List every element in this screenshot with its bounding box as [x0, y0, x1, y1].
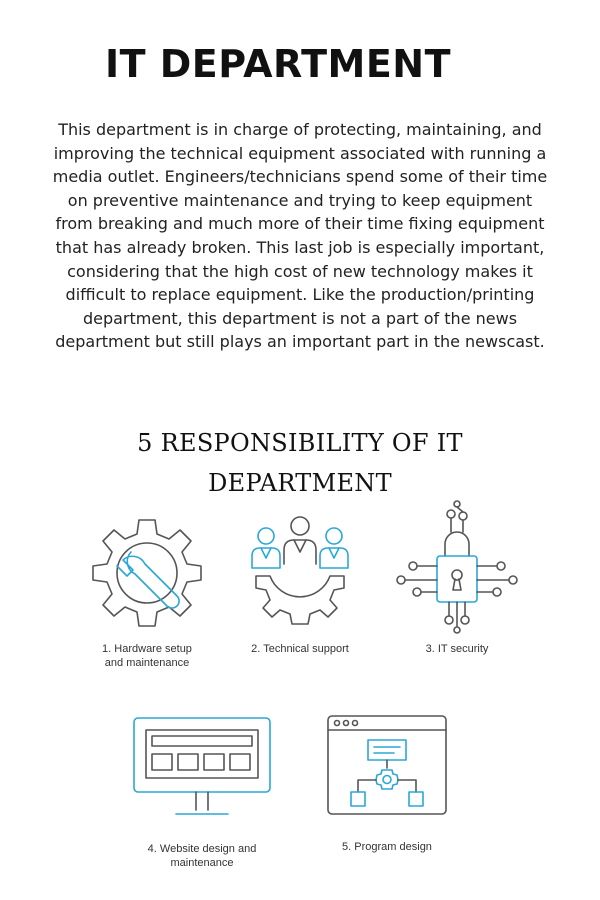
caption-4: 4. Website design and maintenance: [147, 843, 257, 869]
caption-2: 2. Technical support: [251, 643, 349, 655]
section-heading-line-2: DEPARTMENT: [208, 469, 392, 497]
section-heading-line-1: 5 RESPONSIBILITY OF IT: [137, 429, 463, 457]
caption-1: 1. Hardware setup and maintenance: [102, 643, 192, 669]
page-title: IT DEPARTMENT: [104, 42, 452, 86]
intro-paragraph: This department is in charge of protecting, maintaining, and improving the technical equipment associated with running a media outlet. Engineers/technicians spend some of their time on preventive maintenance and trying to keep equipment from breaking and much more of their time fixing equipment that has already broken. This last job is especially important, considering that the high cost of new technology makes it difficult to replace equipment. Like the production/printing department, this department is not a part of the news department but still plays an important part in the newscast.: [52, 120, 548, 352]
browser-flowchart-icon: [324, 714, 450, 818]
responsibility-item-4: [128, 714, 276, 870]
responsibility-item-5: [322, 714, 452, 854]
section-heading: [110, 423, 490, 503]
gear-wrench-icon: [87, 512, 207, 632]
responsibility-item-1: [82, 512, 212, 670]
responsibility-item-3: [392, 500, 522, 656]
caption-3: 3. IT security: [425, 643, 489, 655]
monitor-website-icon: [130, 714, 274, 822]
team-gear-icon: [240, 512, 360, 632]
responsibility-item-2: [235, 512, 365, 656]
caption-5: 5. Program design: [342, 841, 432, 853]
padlock-circuit-icon: [395, 500, 519, 634]
